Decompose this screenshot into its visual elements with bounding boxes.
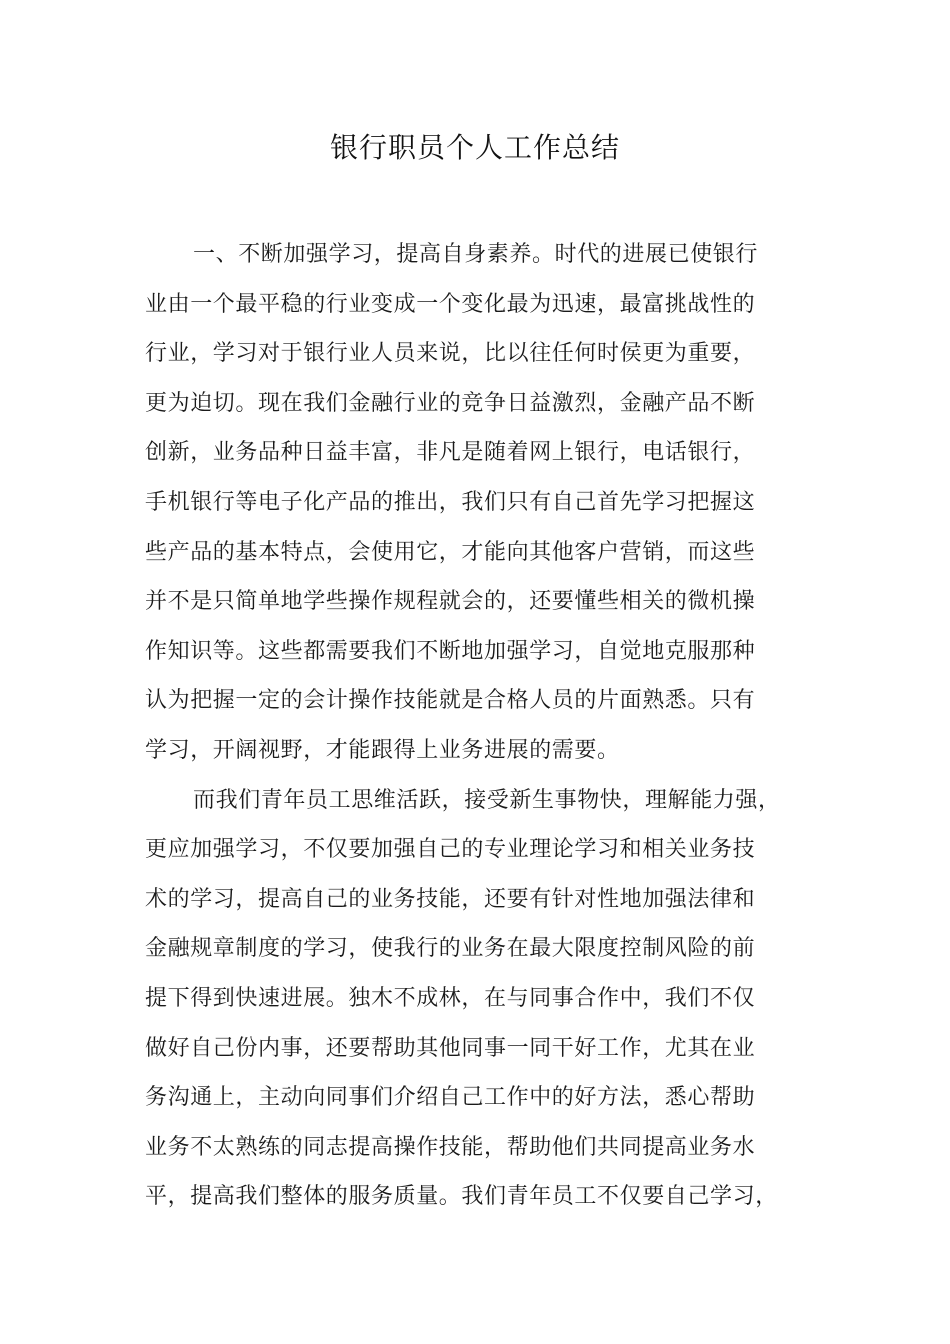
text-line: 提下得到快速进展。独木不成林，在与同事合作中，我们不仅 xyxy=(145,985,756,1011)
text-line: 术的学习，提高自己的业务技能，还要有针对性地加强法律和 xyxy=(145,886,756,912)
text-line: 手机银行等电子化产品的推出，我们只有自己首先学习把握这 xyxy=(145,489,756,515)
text-line: 更应加强学习，不仅要加强自己的专业理论学习和相关业务技 xyxy=(145,837,756,863)
text-line: 业由一个最平稳的行业变成一个变化最为迅速，最富挑战性的 xyxy=(145,291,756,317)
text-line: 并不是只简单地学些操作规程就会的，还要懂些相关的微机操 xyxy=(145,589,756,615)
text-line: 更为迫切。现在我们金融行业的竞争日益激烈，金融产品不断 xyxy=(145,390,756,416)
text-line: 创新，业务品种日益丰富，非凡是随着网上银行，电话银行， xyxy=(145,440,756,466)
text-line: 行业，学习对于银行业人员来说，比以往任何时侯更为重要， xyxy=(145,341,756,367)
text-line: 做好自己份内事，还要帮助其他同事一同干好工作，尤其在业 xyxy=(145,1035,756,1061)
text-line: 学习，开阔视野，才能跟得上业务进展的需要。 xyxy=(145,737,620,763)
text-line: 作知识等。这些都需要我们不断地加强学习，自觉地克服那种 xyxy=(145,638,756,664)
text-line: 些产品的基本特点，会使用它，才能向其他客户营销，而这些 xyxy=(145,539,756,565)
text-line: 业务不太熟练的同志提高操作技能，帮助他们共同提高业务水 xyxy=(145,1134,756,1160)
text-line: 务沟通上，主动向同事们介绍自己工作中的好方法，悉心帮助 xyxy=(145,1085,756,1111)
document-body xyxy=(145,230,825,1222)
text-line: 而我们青年员工思维活跃，接受新生事物快，理解能力强， xyxy=(193,787,781,813)
document-title: 银行职员个人工作总结 xyxy=(329,131,620,164)
text-line: 金融规章制度的学习，使我行的业务在最大限度控制风险的前 xyxy=(145,936,756,962)
text-line: 认为把握一定的会计操作技能就是合格人员的片面熟悉。只有 xyxy=(145,688,756,714)
text-line: 平，提高我们整体的服务质量。我们青年员工不仅要自己学习， xyxy=(145,1184,778,1210)
text-line: 一、不断加强学习，提高自身素养。时代的进展已使银行 xyxy=(193,242,759,267)
